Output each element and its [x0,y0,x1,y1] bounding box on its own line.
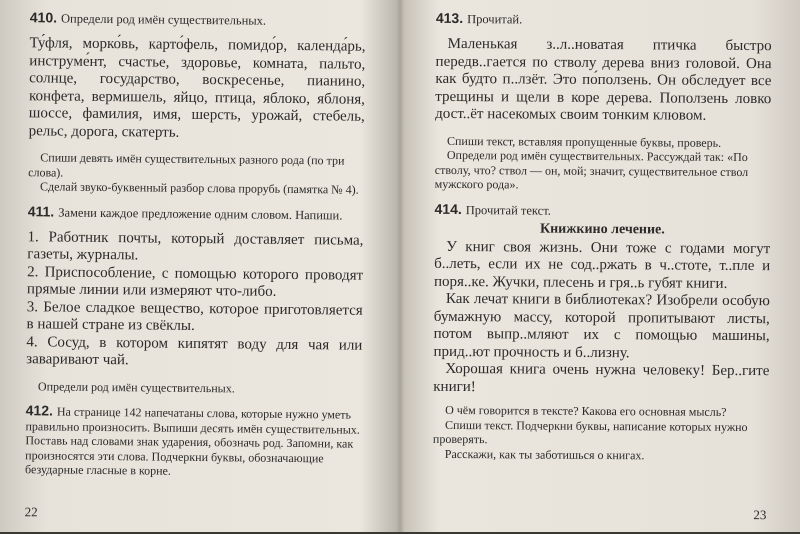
exercise-411-heading: Замени каждое предложение одним словом. Напиши. [58,205,343,223]
right-page [396,0,800,533]
exercise-414 [433,201,771,463]
exercise-412-number: 412. [25,402,54,419]
exercise-414-task-1: Спиши текст. Подчеркни буквы, написание которых нужно проверять. [432,417,748,447]
exercise-410-word-list: Ту́фля, морко́вь, карто́фель, помидо́р, календа́рь, инструме́нт, счастье, здоровье, комната, пальто, солнце, государство, воскресенье, пианино, конфета, вермишель, яйцо, птица, яблоко, яблоня, шоссе, фамилия, имя, шерсть, урожай, стебель, рельс, дорога, скатерть. [28,35,366,141]
exercise-410 [28,10,366,197]
exercise-410-task-2: Сделай звуко-буквенный разбор слова прорубь (памятка № 4). [39,179,359,197]
exercise-410-number: 410. [29,9,58,26]
exercise-411 [26,204,364,397]
exercise-411-task: Определи род имён существительных. [37,378,235,395]
exercise-411-item-3: 3. Белое сладкое вещество, которое приготовляется в нашей стране из свёклы. [26,298,363,334]
exercise-414-task-2: Расскажи, как ты заботишься о книгах. [444,446,645,462]
exercise-411-item-4: 4. Сосуд, в котором кипятят воду для чая или заваривают чай. [26,333,363,369]
exercise-414-header [434,201,770,219]
exercise-414-number: 414. [434,200,462,217]
page-number-right: 23 [753,507,767,523]
exercise-413 [435,11,772,194]
exercise-411-item-2: 2. Приспособление, с помощью которого проводят прямые линии или измеряют что-либо. [26,263,364,300]
story-paragraph-1: У книг своя жизнь. Они тоже с годами могут б..леть, если их не сод..ржать в ч..стоте, т..пле и поря..ке. Жучки, плесень и гря..ь губят книги. [433,238,771,292]
story-title: Книжкино лечение. [539,221,665,237]
exercise-413-task-1: Спиши текст, вставляя пропущенные буквы, проверь. [446,133,722,150]
exercise-412 [25,403,362,480]
exercise-411-header [28,204,364,224]
story-paragraph-3: Хорошая книга очень нужна человеку! Бер..гите книги! [433,360,770,395]
exercise-413-header [436,11,772,29]
page-number-left: 22 [24,504,38,520]
story-paragraph-2: Как лечат книги в библиотеках? Изобрели особую бумажную массу, которой пропитывают листы, потом выпр..мляют их с помощью машины, прид..ют прочность и б..лизну. [433,290,770,361]
exercise-412-text [25,403,362,480]
exercise-413-task-2: Определи род имён существительных. Рассуждай так: «По стволу, что? ствол — он, мой; значит, существительное ствол мужского рода». [434,147,749,192]
exercise-414-heading: Прочитай текст. [465,202,551,218]
exercise-413-number: 413. [435,9,464,27]
exercise-411-number: 411. [27,202,55,219]
exercise-412-body: На странице 142 напечатаны слова, которые нужно уметь правильно произносить. Выпиши десять имён существительных. Поставь над словами знак ударения, обозначь род. Запомни, как произносятся эти слова. Подчеркни буквы, обозначающие безударные гласные в корне. [25,404,360,478]
exercise-414-question: О чём говорится в тексте? Какова его основная мысль? [445,402,727,419]
exercise-410-heading: Определи род имён существительных. [60,11,267,28]
exercise-413-heading: Прочитай. [467,12,523,27]
exercise-413-text: Маленькая з..л..новатая птичка быстро передв..гается по стволу дерева вниз головой. Она как будто п..лзёт. Это по́ползень. Он обследует все трещины и щели в коре дерева. Поползень ловко дост..ёт насекомых своим тонким клювом. [435,35,772,124]
exercise-411-item-1: 1. Работник почты, который доставляет письма, газеты, журналы. [27,228,364,264]
exercise-410-task-1: Спиши девять имён существительных разного рода (по три слова). [28,150,345,180]
exercise-410-header [30,10,366,30]
